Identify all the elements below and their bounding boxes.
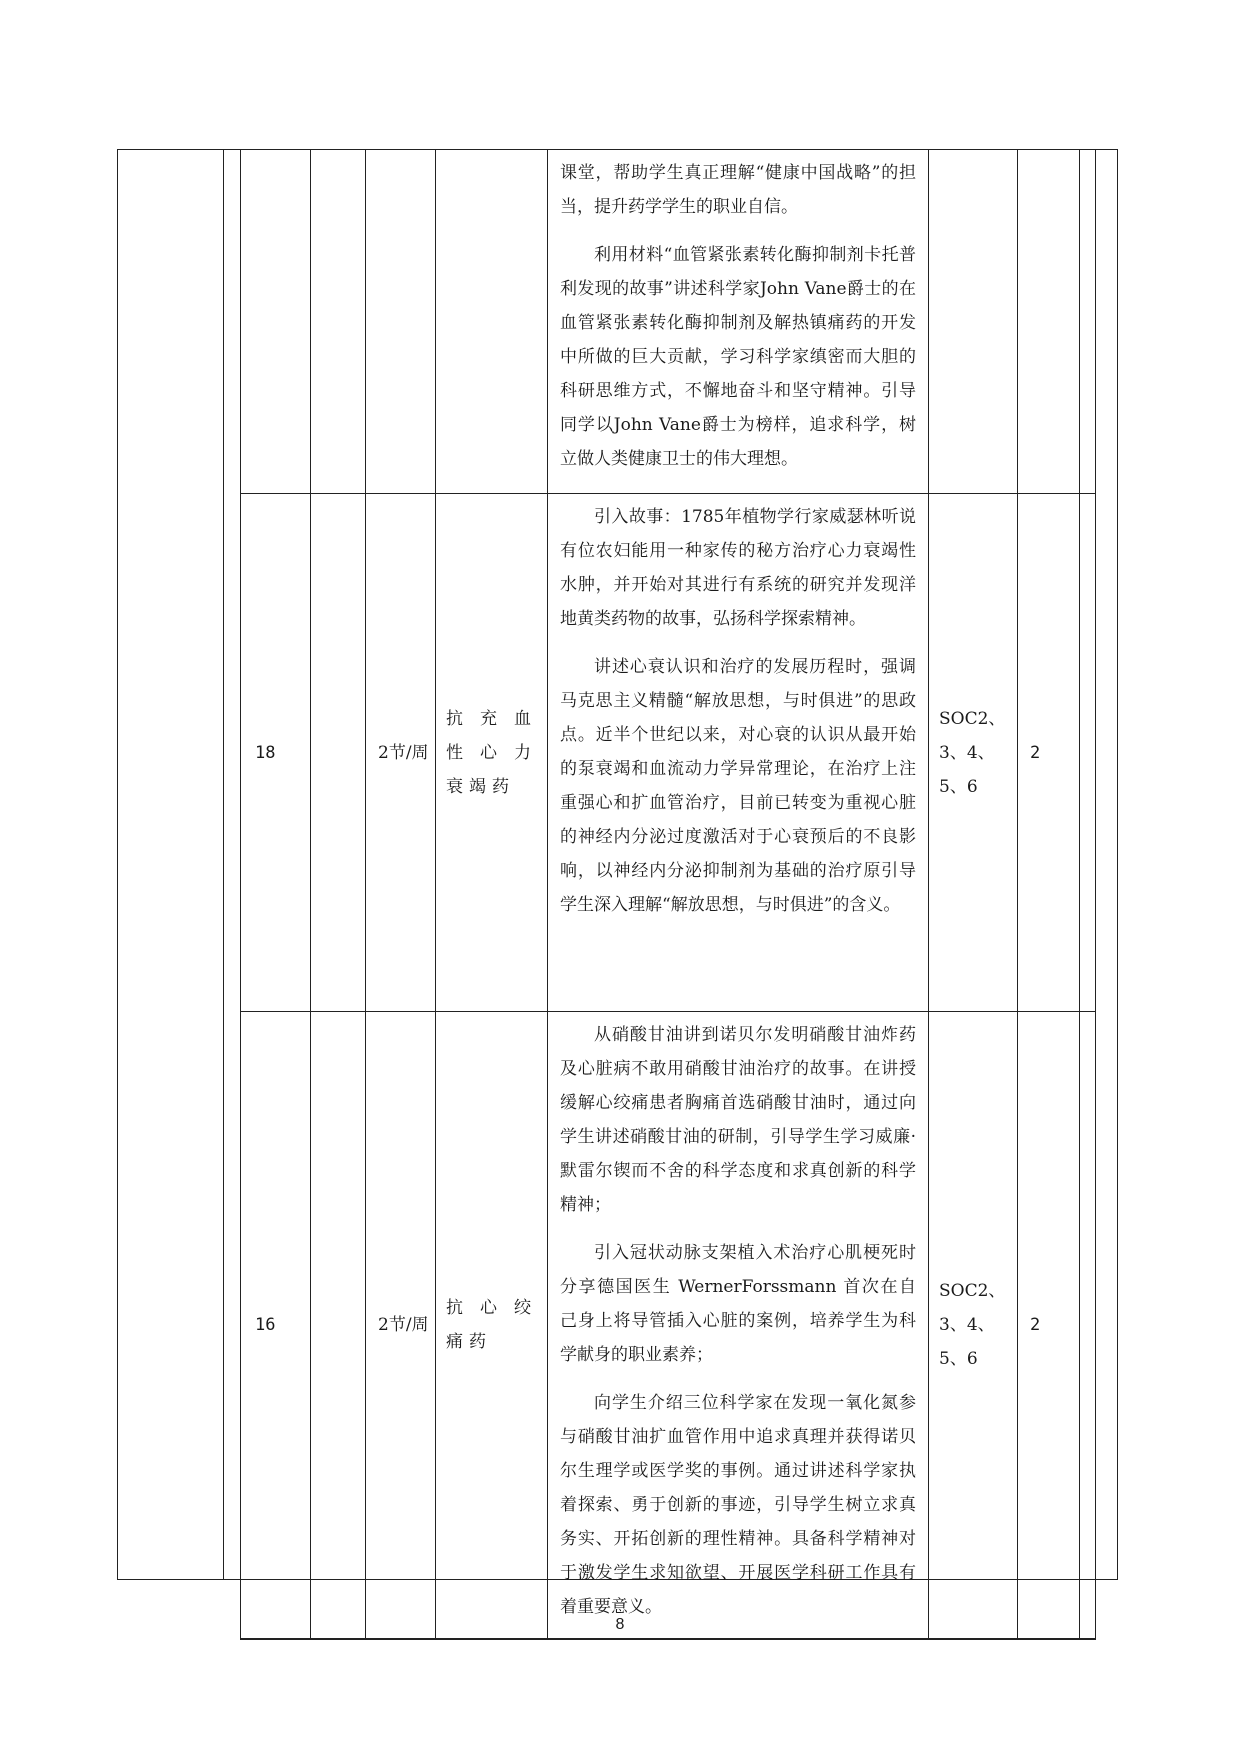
blank-cell bbox=[311, 1012, 366, 1640]
score-cell: 2 bbox=[1018, 1012, 1080, 1640]
topic-cell bbox=[436, 150, 548, 494]
blank-cell bbox=[311, 494, 366, 1012]
content-paragraph: 向学生介绍三位科学家在发现一氧化氮参与硝酸甘油扩血管作用中追求真理并获得诺贝尔生理学或医学奖的事例。通过讲述科学家执着探索、勇于创新的事迹，引导学生树立求真务实、开拓创新的理性精神。具备科学精神对于激发学生求知欲望、开展医学科研工作具有着重要意义。 bbox=[560, 1393, 916, 1617]
week-cell bbox=[241, 150, 311, 494]
content-paragraph: 从硝酸甘油讲到诺贝尔发明硝酸甘油炸药及心脏病不敢用硝酸甘油治疗的故事。在讲授缓解心绞痛患者胸痛首选硝酸甘油时，通过向学生讲述硝酸甘油的研制，引导学生学习威廉·默雷尔锲而不舍的科学态度和求真创新的科学精神； bbox=[560, 1025, 916, 1215]
week-cell: 18 bbox=[241, 494, 311, 1012]
content-paragraph: 引入故事：1785年植物学行家威瑟林听说有位农妇能用一种家传的秘方治疗心力衰竭性水肿，并开始对其进行有系统的研究并发现洋地黄类药物的故事，弘扬科学探索精神。 bbox=[560, 507, 916, 629]
table-row bbox=[241, 150, 1096, 494]
soc-cell bbox=[929, 150, 1018, 494]
hours-cell bbox=[366, 150, 436, 494]
content-cell bbox=[548, 150, 929, 494]
hours-cell: 2节/周 bbox=[366, 1012, 436, 1640]
content-paragraph: 引入冠状动脉支架植入术治疗心肌梗死时分享德国医生 WernerForssmann 首次在自己身上将导管插入心脏的案例，培养学生为科学献身的职业素养； bbox=[560, 1243, 916, 1365]
outer-column-divider bbox=[223, 149, 224, 1580]
page-number: 8 bbox=[615, 1616, 625, 1633]
soc-cell: SOC2、3、4、5、6 bbox=[929, 1012, 1018, 1640]
score-cell: 2 bbox=[1018, 494, 1080, 1012]
content-cell bbox=[548, 494, 929, 1012]
content-paragraph: 讲述心衰认识和治疗的发展历程时，强调马克思主义精髓“解放思想，与时俱进”的思政点。近半个世纪以来，对心衰的认识从最开始的泵衰竭和血流动力学异常理论，在治疗上注重强心和扩血管治疗，目前已转变为重视心脏的神经内分泌过度激活对于心衰预后的不良影响，以神经内分泌抑制剂为基础的治疗原引导学生深入理解“解放思想，与时俱进”的含义。 bbox=[560, 657, 916, 915]
blank-cell bbox=[1080, 494, 1096, 1012]
hours-cell: 2节/周 bbox=[366, 494, 436, 1012]
topic-cell: 抗充血性心力衰竭药 bbox=[436, 494, 548, 1012]
week-cell: 16 bbox=[241, 1012, 311, 1640]
course-table bbox=[240, 149, 1096, 1640]
blank-cell bbox=[1080, 150, 1096, 494]
table-row bbox=[241, 494, 1096, 1012]
content-cell bbox=[548, 1012, 929, 1640]
content-paragraph: 利用材料“血管紧张素转化酶抑制剂卡托普利发现的故事”讲述科学家John Vane爵士的在血管紧张素转化酶抑制剂及解热镇痛药的开发中所做的巨大贡献，学习科学家缜密而大胆的科研思维方式，不懈地奋斗和坚守精神。引导同学以John Vane爵士为榜样，追求科学，树立做人类健康卫士的伟大理想。 bbox=[560, 245, 916, 469]
score-cell bbox=[1018, 150, 1080, 494]
blank-cell bbox=[311, 150, 366, 494]
topic-cell: 抗心绞痛药 bbox=[436, 1012, 548, 1640]
soc-cell: SOC2、3、4、5、6 bbox=[929, 494, 1018, 1012]
blank-cell bbox=[1080, 1012, 1096, 1640]
content-paragraph: 课堂，帮助学生真正理解“健康中国战略”的担当，提升药学学生的职业自信。 bbox=[560, 163, 916, 217]
table-row bbox=[241, 1012, 1096, 1640]
